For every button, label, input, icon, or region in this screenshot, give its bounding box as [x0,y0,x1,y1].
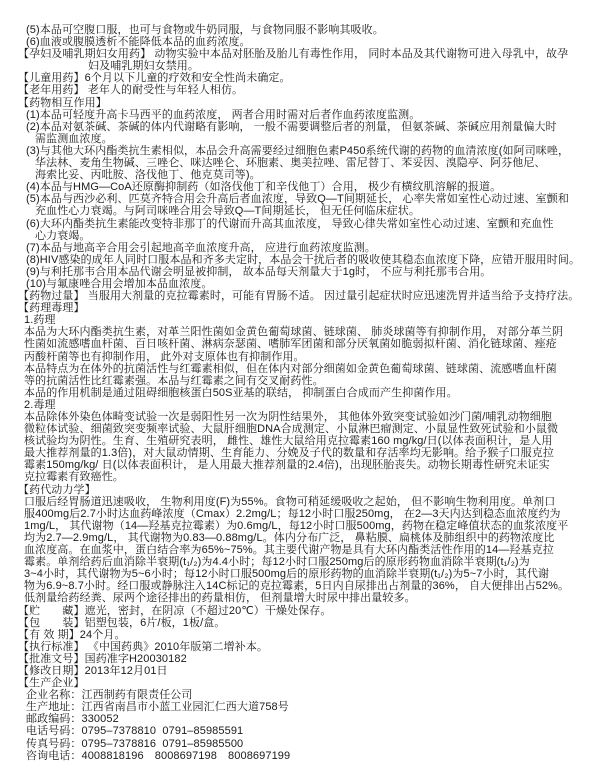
text-line: (6)大环内酯类抗生素能改变特非那丁的代谢而升高其血浓度， 导致心律失常如室性心动过速、室颤和充血性 [26,217,554,230]
text-line: 【生产企业】 [18,677,85,690]
text-line: 充血性心力衰竭。与阿司咪唑合用会导致Q—T间期延长， 但无任何临床症状。 [35,205,420,218]
text-line: (5)本品与西沙必利、匹莫齐特合用会升高后者血浓度，导致Q—T间期延长， 心率失常如室性心动过速、室颤和 [26,193,569,206]
text-line: 服400mg后2.7小时达血药峰浓度（Cmax）2.2mg/L；每12小时口服250mg， 在2—3天内达到稳态血浓度约为 [24,507,561,520]
text-line: 【批准文号】国药准字H20030182 [18,652,187,665]
text-line: 【执行标准】 《中国药典》2010年版第二增补本。 [18,640,269,653]
text-line: 【包 装】铝塑包装，6片/板，1板/盒。 [18,616,226,629]
text-line: (2)本品对氨茶碱、茶碱的体内代谢略有影响， 一般不需要调整后者的剂量， 但氨茶碱、茶碱应用剂量偏大时 [26,120,557,133]
text-line: 【药理毒理】 [18,302,85,315]
text-line: 本品特点为在体外的抗菌活性与红霉素相似，但在体内对部分细菌如金黄色葡萄球菌、链球菌、流感嗜血杆菌 [24,362,557,375]
text-line: (4)本品与HMG—CoA还原酶抑制药（如洛伐他丁和辛伐他丁）合用， 极少有横纹肌溶解的报道。 [26,181,502,194]
text-line: 妇及哺乳期妇女禁用。 [88,60,199,73]
text-line: 克拉霉素有致癌性。 [24,471,124,484]
text-line: 1mg/L， 其代谢物（14—羟基克拉霉素）为0.6mg/L，每12小时口服500mg，药物在稳定峰值状态的血浆浓度平 [24,519,569,532]
text-line: 【儿童用药】6个月以下儿童的疗效和安全性尚未确定。 [18,72,291,85]
text-line: 【贮 藏】遮光，密封，在阴凉（不超过20℃）干燥处保存。 [18,604,332,617]
text-line: 邮政编码：330052 [26,713,119,726]
text-line: 海索比妥、丙吡胺、洛伐他丁、他克莫司等)。 [35,169,261,182]
text-line: (9)与利托那韦合用本品代谢会明显被抑制， 故本品每天剂量大于1g时， 不应与利托那韦合用。 [26,265,492,278]
text-line: 华法林、麦角生物碱、三唑仑、咪达唑仑、环胞素、奥美拉唑、雷尼替丁、苯妥因、溴隐亭、阿芬他尼、 [35,157,546,170]
text-line: 性菌如流感嗜血杆菌、百日咳杆菌、淋病奈瑟菌、嗜肺军团菌和部分厌氧菌如脆弱拟杆菌、消化链球菌、痤疮 [24,338,557,351]
text-line: 【有 效 期】24个月。 [18,628,126,641]
text-line: 均为2.7—2.9mg/L， 其代谢物为0.83—0.88mg/L。体内分布广泛， 鼻粘膜、扁桃体及肺组织中的药物浓度比 [24,531,555,544]
text-line: (1)本品可轻度升高卡马西平的血药浓度， 两者合用时需对后者作血药浓度监测。 [26,108,421,121]
text-line: 传真号码：0795–7378816 0791–85985500 [26,737,244,750]
text-line: 血浓度高。在血浆中，蛋白结合率为65%~75%。其主要代谢产物是具有大环内酯类活性作用的14—羟基克拉 [24,544,554,557]
text-line: 【老年用药】 老年人的耐受性与年轻人相仿。 [18,84,244,97]
text-line: 电话号码：0795–7378810 0791–85985591 [26,725,244,738]
text-line: 低剂量给药经粪、尿两个途径排出的药量相仿， 但剂量增大时尿中排出量较多。 [24,592,416,605]
text-line: 需监测血浓度。 [35,132,113,145]
text-line: 丙酸杆菌等也有抑制作用， 此外对支原体也有抑制作用。 [24,350,305,363]
text-line: 【孕妇及哺乳期妇女用药】 动物实验中本品对胚胎及胎儿有毒性作用， 同时本品及其代谢物可进入母乳中，故孕 [18,48,569,61]
text-line: (5)本品可空腹口服，也可与食物或牛奶同服，与食物同服不影响其吸收。 [26,24,384,36]
text-line: 生产地址：江西省南昌市小蓝工业园汇仁西大道758号 [26,701,289,714]
text-line: 【药代动力学】 [18,483,96,496]
text-line: 2.毒理 [24,398,56,411]
text-line: 霉素。单剂给药后血消除半衰期(t₁/₂)为4.4小时；每12小时口服250mg后的原形药物血消除半衰期(t₁/₂)为 [24,556,530,569]
text-line: 心力衰竭。 [35,229,91,242]
text-line: (10)与氟康唑合用会增加本品血浓度。 [26,277,213,290]
text-line: 【药物相互作用】 [18,96,107,109]
text-line: 核试验均为阴性。生育、生殖研究表明， 雌性、雄性大鼠给用克拉霉素160 mg/kg/日(以体表面积计，是人用 [24,435,553,448]
text-line: 【药物过量】 当服用大剂量的克拉霉素时，可能有胃肠不适。 因过量引起症状时应迅速洗胃并适当给予支持疗法。 [18,290,580,303]
text-line: 最大推荐剂量的1.3倍)，对大鼠动情期、生育能力、分娩及子代的数量和存活率均无影响。给予猴子口服克拉 [24,447,554,460]
text-line: (7)本品与地高辛合用会引起地高辛血浓度升高， 应进行血药浓度监测。 [26,241,376,254]
text-line: 微粒体试验、细菌致突变频率试验、大鼠肝细胞DNA合成测定、小鼠淋巴瘤测定、小鼠显性致死试验和小鼠微 [24,423,559,436]
text-line: 霉素150mg/kg/ 日(以体表面积计， 是人用最大推荐剂量的2.4倍)，出现胚胎丧失。动物长期毒性研究未证实 [24,459,550,472]
text-line: (6)血液或腹膜透析不能降低本品的血药浓度。 [26,36,251,49]
text-line: (3)与其他大环内酯类抗生素相似，本品会升高需要经过细胞色素P450系统代谢的药物的血清浓度(如阿司咪唑， [26,144,570,157]
text-line: 物为6.9~8.7小时。经口服或静脉注入14C标记的克拉霉素，5日内自尿排出占剂量的36%， 自大便排出占52%。 [24,580,570,593]
text-line: 口服后经胃肠道迅速吸收， 生物利用度(F)为55%。食物可稍延缓吸收之起始， 但不影响生物利用度。单剂口 [24,495,556,508]
text-line: 咨询电话：4008818196 8008697198 8008697199 [26,749,291,762]
text-line: (8)HIV感染的成年人同时口服本品和齐多夫定时，本品会干扰后者的吸收使其稳态血浓度下降，应错开服用时间。 [26,253,581,266]
text-line: 1.药理 [24,314,56,327]
text-line: 3~4小时，其代谢物为5~6小时；每12小时口服500mg后的原形药物的血消除半衰期(t₁/₂)为5~7小时，其代谢 [24,568,550,581]
text-line: 本品的作用机制是通过阻碍细胞核蛋白50S亚基的联结， 抑制蛋白合成而产生抑菌作用。 [24,386,458,399]
text-line: 等的抗菌活性比红霉素强。本品与红霉素之间有交叉耐药性。 [24,374,324,387]
text-line: 企业名称：江西制药有限责任公司 [26,689,193,702]
insert-body [0,24,616,762]
text-line: 本品除体外染色体畸变试验一次是弱阳性另一次为阴性结果外， 其他体外致突变试验如沙门菌/哺乳动物细胞 [24,411,553,423]
text-line: 本品为大环内酯类抗生素，对革兰阳性菌如金黄色葡萄球菌、链球菌、 肺炎球菌等有抑制作用， 对部分革兰阴 [24,326,564,339]
text-line: 【修改日期】2013年12月01日 [18,664,168,677]
